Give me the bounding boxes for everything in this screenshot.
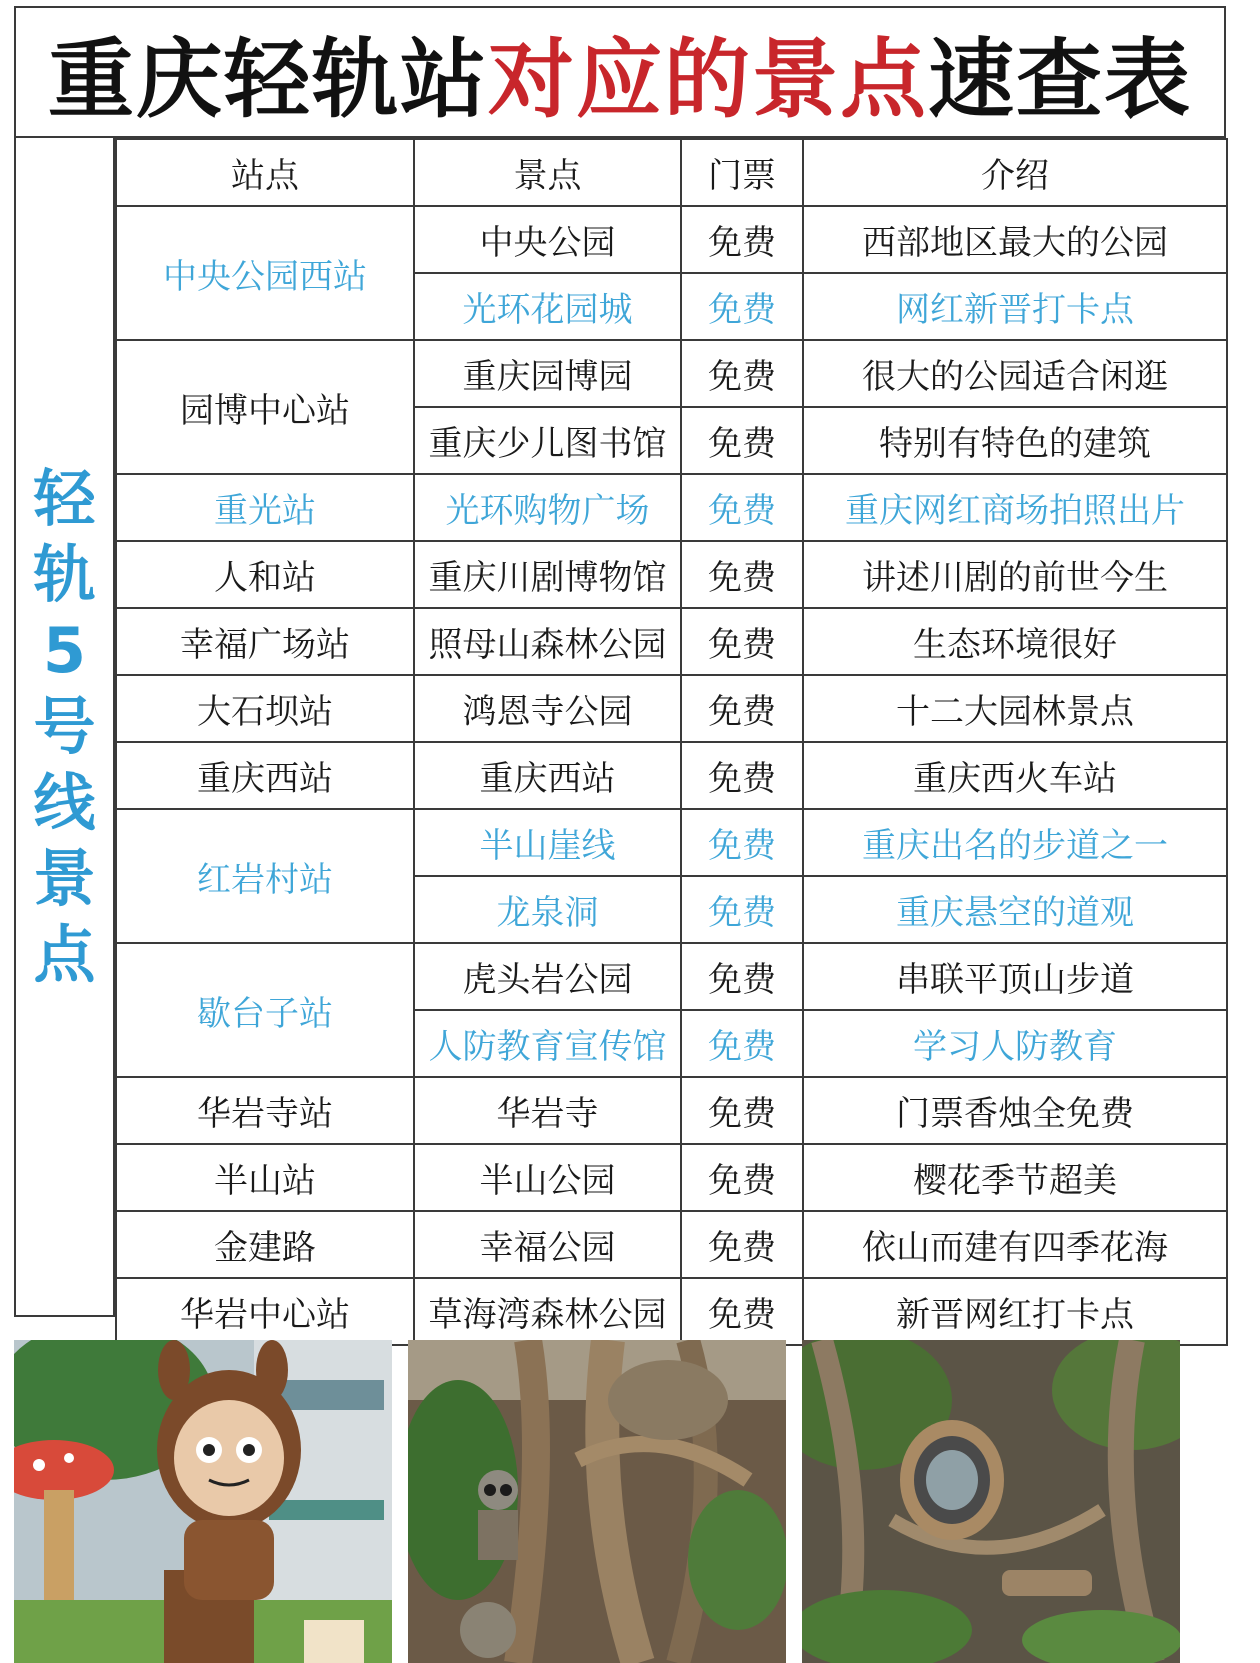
intro-cell: 学习人防教育 xyxy=(803,1010,1227,1077)
ticket-cell: 免费 xyxy=(681,1010,803,1077)
spot-cell: 半山公园 xyxy=(414,1144,681,1211)
ticket-cell: 免费 xyxy=(681,742,803,809)
spot-cell: 幸福公园 xyxy=(414,1211,681,1278)
intro-cell: 依山而建有四季花海 xyxy=(803,1211,1227,1278)
table-row xyxy=(116,608,1227,675)
ticket-cell: 免费 xyxy=(681,206,803,273)
ticket-cell: 免费 xyxy=(681,943,803,1010)
title-part-3: 速查表 xyxy=(928,30,1192,130)
page-title xyxy=(48,10,1192,134)
station-cell: 重光站 xyxy=(116,474,414,541)
mall-treehouse-photo xyxy=(802,1340,1180,1663)
table-row xyxy=(116,1278,1227,1345)
header-spot: 景点 xyxy=(414,139,681,206)
spot-cell: 重庆西站 xyxy=(414,742,681,809)
intro-cell: 特别有特色的建筑 xyxy=(803,407,1227,474)
spot-cell: 龙泉洞 xyxy=(414,876,681,943)
table-row xyxy=(116,541,1227,608)
mall-tree-photo xyxy=(408,1340,786,1663)
spot-cell: 鸿恩寺公园 xyxy=(414,675,681,742)
station-cell: 歇台子站 xyxy=(116,943,414,1077)
title-part-2: 对应的景点 xyxy=(488,30,928,130)
spot-cell: 人防教育宣传馆 xyxy=(414,1010,681,1077)
spot-cell: 中央公园 xyxy=(414,206,681,273)
intro-cell: 西部地区最大的公园 xyxy=(803,206,1227,273)
intro-cell: 重庆网红商场拍照出片 xyxy=(803,474,1227,541)
ticket-cell: 免费 xyxy=(681,1211,803,1278)
station-cell: 重庆西站 xyxy=(116,742,414,809)
ticket-cell: 免费 xyxy=(681,608,803,675)
spot-cell: 华岩寺 xyxy=(414,1077,681,1144)
spot-cell: 半山崖线 xyxy=(414,809,681,876)
station-cell: 园博中心站 xyxy=(116,340,414,474)
spot-cell: 虎头岩公园 xyxy=(414,943,681,1010)
intro-cell: 重庆悬空的道观 xyxy=(803,876,1227,943)
intro-cell: 新晋网红打卡点 xyxy=(803,1278,1227,1345)
table-row xyxy=(116,809,1227,876)
intro-cell: 很大的公园适合闲逛 xyxy=(803,340,1227,407)
table-row xyxy=(116,1211,1227,1278)
table-header-row xyxy=(116,139,1227,206)
intro-cell: 生态环境很好 xyxy=(803,608,1227,675)
header-intro: 介绍 xyxy=(803,139,1227,206)
station-cell: 华岩寺站 xyxy=(116,1077,414,1144)
ticket-cell: 免费 xyxy=(681,541,803,608)
ticket-cell: 免费 xyxy=(681,809,803,876)
ticket-cell: 免费 xyxy=(681,1144,803,1211)
table-row xyxy=(116,675,1227,742)
spot-cell: 重庆园博园 xyxy=(414,340,681,407)
line-label-column xyxy=(14,138,115,1317)
table-row xyxy=(116,474,1227,541)
intro-cell: 十二大园林景点 xyxy=(803,675,1227,742)
station-cell: 人和站 xyxy=(116,541,414,608)
station-cell: 大石坝站 xyxy=(116,675,414,742)
attractions-table xyxy=(115,138,1228,1346)
spot-cell: 光环花园城 xyxy=(414,273,681,340)
title-banner xyxy=(14,6,1226,138)
intro-cell: 讲述川剧的前世今生 xyxy=(803,541,1227,608)
spot-cell: 重庆少儿图书馆 xyxy=(414,407,681,474)
spot-cell: 重庆川剧博物馆 xyxy=(414,541,681,608)
intro-cell: 樱花季节超美 xyxy=(803,1144,1227,1211)
ticket-cell: 免费 xyxy=(681,273,803,340)
line-label: 轻轨5号线景点 xyxy=(33,461,96,991)
ticket-cell: 免费 xyxy=(681,1077,803,1144)
table-row xyxy=(116,1144,1227,1211)
table-row xyxy=(116,943,1227,1010)
title-part-1: 重庆轻轨站 xyxy=(48,30,488,130)
spot-cell: 照母山森林公园 xyxy=(414,608,681,675)
photo-strip xyxy=(14,1340,1226,1663)
station-cell: 半山站 xyxy=(116,1144,414,1211)
spot-cell: 光环购物广场 xyxy=(414,474,681,541)
header-station: 站点 xyxy=(116,139,414,206)
ticket-cell: 免费 xyxy=(681,675,803,742)
station-cell: 幸福广场站 xyxy=(116,608,414,675)
table-row xyxy=(116,1077,1227,1144)
intro-cell: 重庆出名的步道之一 xyxy=(803,809,1227,876)
station-cell: 中央公园西站 xyxy=(116,206,414,340)
table-row xyxy=(116,340,1227,407)
ticket-cell: 免费 xyxy=(681,1278,803,1345)
ticket-cell: 免费 xyxy=(681,876,803,943)
header-ticket: 门票 xyxy=(681,139,803,206)
mall-toy-photo xyxy=(14,1340,392,1663)
intro-cell: 网红新晋打卡点 xyxy=(803,273,1227,340)
ticket-cell: 免费 xyxy=(681,340,803,407)
intro-cell: 重庆西火车站 xyxy=(803,742,1227,809)
station-cell: 红岩村站 xyxy=(116,809,414,943)
table-row xyxy=(116,742,1227,809)
intro-cell: 串联平顶山步道 xyxy=(803,943,1227,1010)
table-row xyxy=(116,206,1227,273)
station-cell: 金建路 xyxy=(116,1211,414,1278)
spot-cell: 草海湾森林公园 xyxy=(414,1278,681,1345)
station-cell: 华岩中心站 xyxy=(116,1278,414,1345)
intro-cell: 门票香烛全免费 xyxy=(803,1077,1227,1144)
ticket-cell: 免费 xyxy=(681,407,803,474)
ticket-cell: 免费 xyxy=(681,474,803,541)
